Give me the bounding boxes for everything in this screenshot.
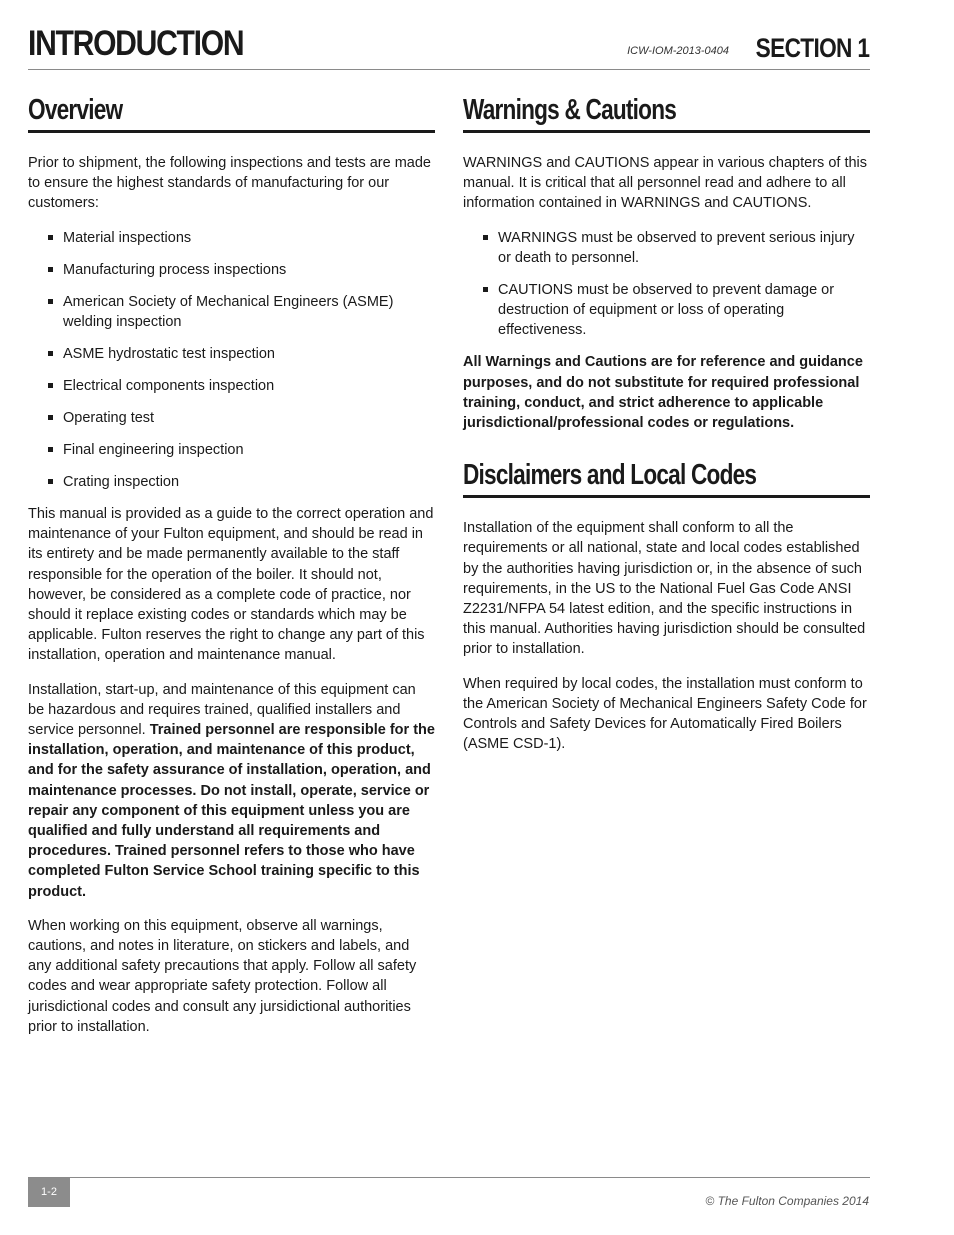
disclaimers-heading [463,457,870,498]
working-paragraph: When working on this equipment, observe all warnings, cautions, and notes in literature, on stickers and labels, and any additional safety precautions that apply. Follow all safety codes and wear appropriate safety protection. Follow all jurisdictional codes and consult any jursidictional authorities prior to installation. [28,917,417,1035]
list-item: American Society of Mechanical Engineers (ASME) welding inspection [63,292,435,332]
warnings-heading [463,92,870,133]
header-divider [28,69,870,70]
overview-heading-text: Overview [28,94,123,126]
overview-intro: Prior to shipment, the following inspections and tests are made to ensure the highest standards of manufacturing for our customers: [28,155,431,212]
list-item: WARNINGS must be observed to prevent serious injury or death to personnel. [498,228,870,268]
section-label: SECTION 1 [755,33,869,63]
page-title: INTRODUCTION [28,24,244,63]
right-column [463,92,870,768]
list-item: ASME hydrostatic test inspection [63,344,435,364]
manual-paragraph: This manual is provided as a guide to the correct operation and maintenance of your Fulton equipment, and should be read in its entirety and be made permanently available to the staff responsible for the operation of the boiler. It should not, however, be considered as a complete code of practice, nor should it replace existing codes or standards which may be applicable. Fulton reserves the right to change any part of this installation, operation and maintenance manual. [28,506,434,664]
document-id: ICW-IOM-2013-0404 [627,45,729,57]
list-item: CAUTIONS must be observed to prevent damage or destruction of equipment or loss of operating effectiveness. [498,280,870,341]
warnings-heading-text: Warnings & Cautions [463,94,677,126]
warnings-note: All Warnings and Cautions are for reference and guidance purposes, and do not substitute for required professional training, conduct, and strict adherence to applicable jurisdictional/professional codes or regulations. [463,354,863,432]
disclaimers-heading-text: Disclaimers and Local Codes [463,459,757,492]
trained-personnel-text: Trained personnel are responsible for the installation, operation, and maintenance of this product, and for the safety assurance of installation, operation, and maintenance processes. Do not install, operate, service or repair any component of this equipment unless you are qualified and fully understand all requirements and procedures. Trained personnel refers to those who have completed Fulton Service School training specific to this product. [28,722,435,900]
list-item: Crating inspection [63,472,435,492]
list-item: Electrical components inspection [63,376,435,396]
list-item: Material inspections [63,228,435,248]
left-column [28,92,435,1051]
disclaimers-paragraph: Installation of the equipment shall conform to all the requirements or all national, state and local codes established by the authorities having jurisdiction or, in the absence of such requirements, in the US to the National Fuel Gas Code ANSI Z2231/NFPA 54 latest edition, and the specific instructions in this manual. Authorities having jurisdiction should be consulted prior to installation. [463,520,866,658]
overview-heading [28,92,435,133]
installation-paragraph [28,680,435,902]
list-item: Final engineering inspection [63,440,435,460]
copyright: © The Fulton Companies 2014 [705,1194,869,1208]
inspection-list [28,228,435,492]
local-codes-paragraph: When required by local codes, the installation must conform to the American Society of Mechanical Engineers Safety Code for Controls and Safety Devices for Automatically Fired Boilers (ASME CSD-1). [463,675,867,753]
footer-divider [28,1177,870,1178]
warnings-list [463,228,870,341]
list-item: Manufacturing process inspections [63,260,435,280]
warnings-intro: WARNINGS and CAUTIONS appear in various chapters of this manual. It is critical that all personnel read and adhere to all information contained in WARNINGS and CAUTIONS. [463,155,868,212]
page-number: 1-2 [28,1178,70,1207]
list-item: Operating test [63,408,435,428]
installation-text: Installation, start-up, and maintenance of this equipment can be hazardous and requires trained, qualified installers and service personnel. [28,681,416,739]
